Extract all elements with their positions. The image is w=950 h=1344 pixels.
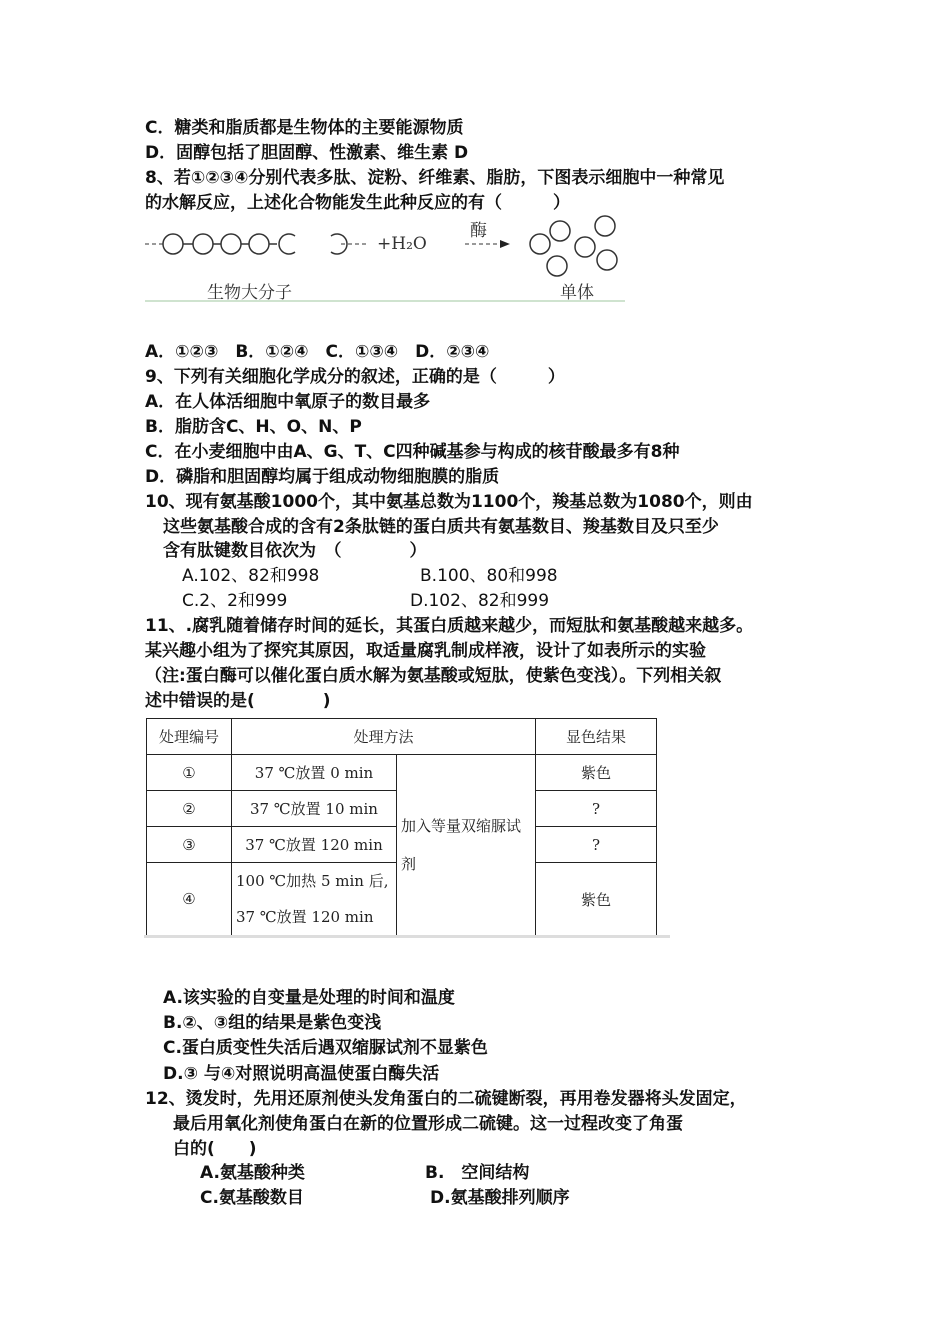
- text-line: C．糖类和脂质都是生物体的主要能源物质: [145, 118, 464, 138]
- row-method: 37 ℃放置 120 min: [232, 827, 397, 863]
- row-result: ?: [536, 791, 657, 827]
- header-result: 显色结果: [536, 719, 657, 755]
- macromolecule-label: 生物大分子: [207, 283, 292, 303]
- row-result: 紫色: [536, 863, 657, 936]
- option-c: C.蛋白质变性失活后遇双缩脲试剂不显紫色: [163, 1038, 488, 1058]
- question-12: 12、烫发时，先用还原剂使头发角蛋白的二硫键断裂，再用卷发器将头发固定，: [145, 1089, 747, 1109]
- option-b: B.100、80和998: [420, 566, 558, 586]
- question-11: 11、.腐乳随着储存时间的延长，其蛋白质越来越少，而短肽和氨基酸越来越多。: [145, 616, 754, 636]
- row-result: 紫色: [536, 755, 657, 791]
- header-method: 处理方法: [232, 719, 536, 755]
- table-shadow: [144, 935, 670, 938]
- option-c: C.氨基酸数目: [200, 1188, 304, 1208]
- text-line: 最后用氧化剂使角蛋白在新的位置形成二硫键。这一过程改变了角蛋: [173, 1114, 683, 1134]
- text-line: 述中错误的是( ): [145, 691, 331, 711]
- row-id: ①: [147, 755, 232, 791]
- option-b: B. 空间结构: [425, 1163, 530, 1183]
- answer-options: A．①②③ B．①②④ C．①③④ D．②③④: [145, 342, 490, 362]
- row-id: ④: [147, 863, 232, 936]
- water-label: +H₂O: [377, 234, 427, 254]
- option-a: A.氨基酸种类: [200, 1163, 305, 1183]
- reagent-cell: 加入等量双缩脲试剂: [397, 755, 536, 936]
- text-line: A．在人体活细胞中氧原子的数目最多: [145, 392, 431, 412]
- enzyme-label: 酶: [470, 221, 487, 241]
- option-a: A.102、82和998: [182, 566, 320, 586]
- row-method: [232, 863, 397, 936]
- option-b: B.②、③组的结果是紫色变浅: [163, 1013, 382, 1033]
- text-line: （注:蛋白酶可以催化蛋白质水解为氨基酸或短肽，使紫色变浅）。下列相关叙: [145, 666, 722, 686]
- row-id: ②: [147, 791, 232, 827]
- text-line: D．磷脂和胆固醇均属于组成动物细胞膜的脂质: [145, 467, 500, 487]
- text-line: B．脂肪含C、H、O、N、P: [145, 417, 362, 437]
- question-8: 8、若①②③④分别代表多肽、淀粉、纤维素、脂肪，下图表示细胞中一种常见: [145, 168, 725, 188]
- question-9: 9、下列有关细胞化学成分的叙述，正确的是（ ）: [145, 367, 565, 387]
- row-method: 37 ℃放置 10 min: [232, 791, 397, 827]
- method-line-1: 100 ℃加热 5 min 后,: [236, 872, 389, 890]
- method-line-2: 37 ℃放置 120 min: [236, 908, 374, 926]
- text-line: 某兴趣小组为了探究其原因，取适量腐乳制成样液，设计了如表所示的实验: [145, 641, 706, 661]
- text-line: C．在小麦细胞中由A、G、T、C四种碱基参与构成的核苷酸最多有8种: [145, 442, 680, 462]
- option-c: C.2、2和999: [182, 591, 288, 611]
- text-line: 这些氨基酸合成的含有2条肽链的蛋白质共有氨基数目、羧基数目及只至少: [163, 517, 719, 537]
- text-line: D．固醇包括了胆固醇、性激素、维生素 D: [145, 143, 469, 163]
- header-id: 处理编号: [147, 719, 232, 755]
- text-line: 白的( ): [173, 1139, 257, 1159]
- row-id: ③: [147, 827, 232, 863]
- option-d: D.102、82和999: [410, 591, 550, 611]
- row-result: ?: [536, 827, 657, 863]
- row-method: 37 ℃放置 0 min: [232, 755, 397, 791]
- text-line: 的水解反应，上述化合物能发生此种反应的有（ ）: [145, 193, 570, 213]
- option-d: D.③ 与④对照说明高温使蛋白酶失活: [163, 1064, 440, 1084]
- hydrolysis-diagram: [145, 214, 625, 302]
- option-d: D.氨基酸排列顺序: [430, 1188, 570, 1208]
- question-10: 10、现有氨基酸1000个，其中氨基总数为1100个，羧基总数为1080个，则由: [145, 492, 753, 512]
- monomer-label: 单体: [560, 283, 594, 303]
- option-a: A.该实验的自变量是处理的时间和温度: [163, 988, 455, 1008]
- text-line: 含有肽键数目依次为 （ ）: [163, 541, 427, 561]
- experiment-table: [146, 718, 657, 936]
